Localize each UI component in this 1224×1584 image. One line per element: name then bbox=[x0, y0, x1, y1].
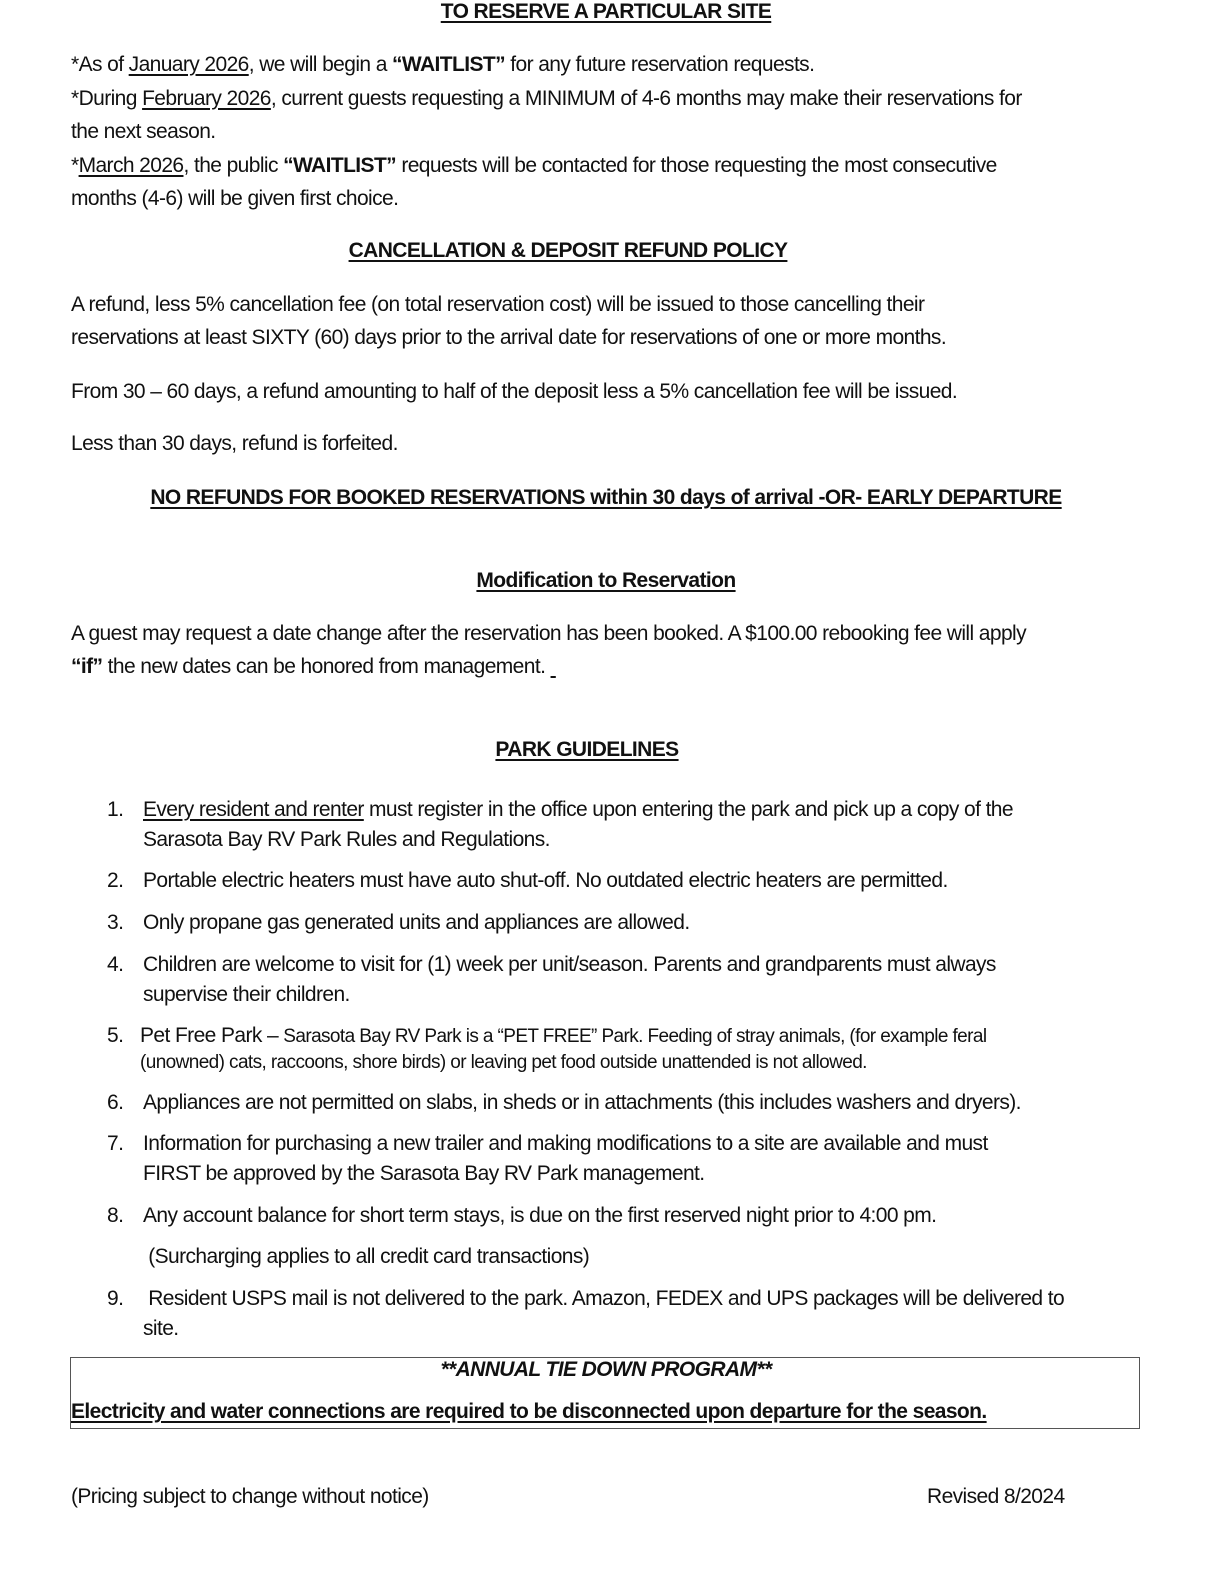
guideline-5-rest: Sarasota Bay RV Park is a “PET FREE” Park. Feeding of stray animals, (for example feral bbox=[283, 1026, 987, 1047]
reserve-item-3-waitlist: “WAITLIST” bbox=[283, 154, 397, 177]
cancellation-heading: CANCELLATION & DEPOSIT REFUND POLICY bbox=[348, 239, 788, 262]
guideline-3-number: 3. bbox=[107, 911, 124, 934]
guideline-5 bbox=[140, 1024, 986, 1048]
reserve-item-3-prefix: * bbox=[71, 154, 79, 177]
reserve-item-3-date: March 2026 bbox=[78, 154, 184, 177]
modification-if: “if” bbox=[71, 655, 103, 678]
reserve-item-1-prefix: *As of bbox=[71, 53, 129, 76]
guideline-7-number: 7. bbox=[107, 1132, 124, 1155]
guideline-5-lead: Pet Free Park – bbox=[140, 1024, 284, 1047]
reserve-item-3-middle: , the public bbox=[183, 154, 284, 177]
reserve-heading: TO RESERVE A PARTICULAR SITE bbox=[440, 0, 772, 23]
reserve-item-2-line2: the next season. bbox=[71, 120, 216, 143]
cancellation-paragraph-1-line-2: reservations at least SIXTY (60) days prior to the arrival date for reservations of one or more months. bbox=[71, 326, 947, 349]
reserve-item-2-date: February 2026 bbox=[142, 87, 271, 110]
guideline-5-line-2: (unowned) cats, raccoons, shore birds) or leaving pet food outside unattended is not allowed. bbox=[140, 1052, 867, 1073]
no-refunds-notice: NO REFUNDS FOR BOOKED RESERVATIONS within 30 days of arrival -OR- EARLY DEPARTURE bbox=[150, 486, 1062, 509]
modification-line-2 bbox=[71, 655, 556, 679]
reserve-item-2-rest: , current guests requesting a MINIMUM of 4-6 months may make their reservations for bbox=[270, 87, 1022, 110]
pricing-note: (Pricing subject to change without notice) bbox=[71, 1485, 429, 1508]
reserve-item-1-waitlist: “WAITLIST” bbox=[392, 53, 506, 76]
reserve-item-3-rest: requests will be contacted for those requesting the most consecutive bbox=[396, 154, 997, 177]
guideline-7-line-2: FIRST be approved by the Sarasota Bay RV Park management. bbox=[143, 1162, 705, 1185]
guideline-9-line-2: site. bbox=[143, 1317, 179, 1340]
modification-line-1: A guest may request a date change after the reservation has been booked. A $100.00 rebooking fee will apply bbox=[71, 622, 1026, 645]
guideline-1-rest: must register in the office upon entering the park and pick up a copy of the bbox=[363, 798, 1013, 821]
guideline-3: Only propane gas generated units and appliances are allowed. bbox=[143, 911, 690, 934]
reserve-item-3-line2: months (4-6) will be given first choice. bbox=[71, 187, 399, 210]
guideline-1-emphasis: Every resident and renter bbox=[143, 798, 364, 821]
guideline-1 bbox=[143, 798, 1013, 822]
guideline-4: Children are welcome to visit for (1) week per unit/season. Parents and grandparents must always bbox=[143, 953, 996, 976]
guideline-5-number: 5. bbox=[107, 1024, 124, 1047]
guideline-6-number: 6. bbox=[107, 1091, 124, 1114]
guideline-8-number: 8. bbox=[107, 1204, 124, 1227]
reserve-item-1-suffix: for any future reservation requests. bbox=[505, 53, 815, 76]
reserve-item-2 bbox=[71, 87, 1022, 111]
guideline-9-number: 9. bbox=[107, 1287, 124, 1310]
modification-trailing-underline bbox=[551, 655, 556, 678]
guideline-8: Any account balance for short term stays, is due on the first reserved night prior to 4:00 pm. bbox=[143, 1204, 937, 1227]
reserve-item-1-middle: , we will begin a bbox=[248, 53, 393, 76]
modification-heading: Modification to Reservation bbox=[476, 569, 736, 592]
reserve-item-1 bbox=[71, 53, 814, 77]
reserve-item-3 bbox=[71, 154, 997, 178]
tie-down-title: **ANNUAL TIE DOWN PROGRAM** bbox=[440, 1358, 772, 1381]
revised-date: Revised 8/2024 bbox=[927, 1485, 1065, 1508]
guideline-4-number: 4. bbox=[107, 953, 124, 976]
reserve-item-1-date: January 2026 bbox=[128, 53, 249, 76]
guideline-2-number: 2. bbox=[107, 869, 124, 892]
modification-line-2-rest: the new dates can be honored from management. bbox=[102, 655, 551, 678]
guideline-1-line-2: Sarasota Bay RV Park Rules and Regulations. bbox=[143, 828, 550, 851]
guideline-4-line-2: supervise their children. bbox=[143, 983, 350, 1006]
cancellation-paragraph-1-line-1: A refund, less 5% cancellation fee (on total reservation cost) will be issued to those cancelling their bbox=[71, 293, 925, 316]
tie-down-note: Electricity and water connections are required to be disconnected upon departure for the season. bbox=[71, 1400, 987, 1423]
guideline-6: Appliances are not permitted on slabs, in sheds or in attachments (this includes washers and dryers). bbox=[143, 1091, 1021, 1114]
guidelines-heading: PARK GUIDELINES bbox=[495, 738, 679, 761]
guideline-7: Information for purchasing a new trailer and making modifications to a site are available and must bbox=[143, 1132, 988, 1155]
guideline-9: Resident USPS mail is not delivered to the park. Amazon, FEDEX and UPS packages will be delivered to bbox=[143, 1287, 1065, 1310]
cancellation-paragraph-3: Less than 30 days, refund is forfeited. bbox=[71, 432, 398, 455]
cancellation-paragraph-2: From 30 – 60 days, a refund amounting to half of the deposit less a 5% cancellation fee will be issued. bbox=[71, 380, 958, 403]
guideline-1-number: 1. bbox=[107, 798, 124, 821]
guideline-2: Portable electric heaters must have auto shut-off. No outdated electric heaters are permitted. bbox=[143, 869, 948, 892]
reserve-item-2-prefix: *During bbox=[71, 87, 143, 110]
guideline-8-line-2: (Surcharging applies to all credit card transactions) bbox=[143, 1245, 590, 1268]
